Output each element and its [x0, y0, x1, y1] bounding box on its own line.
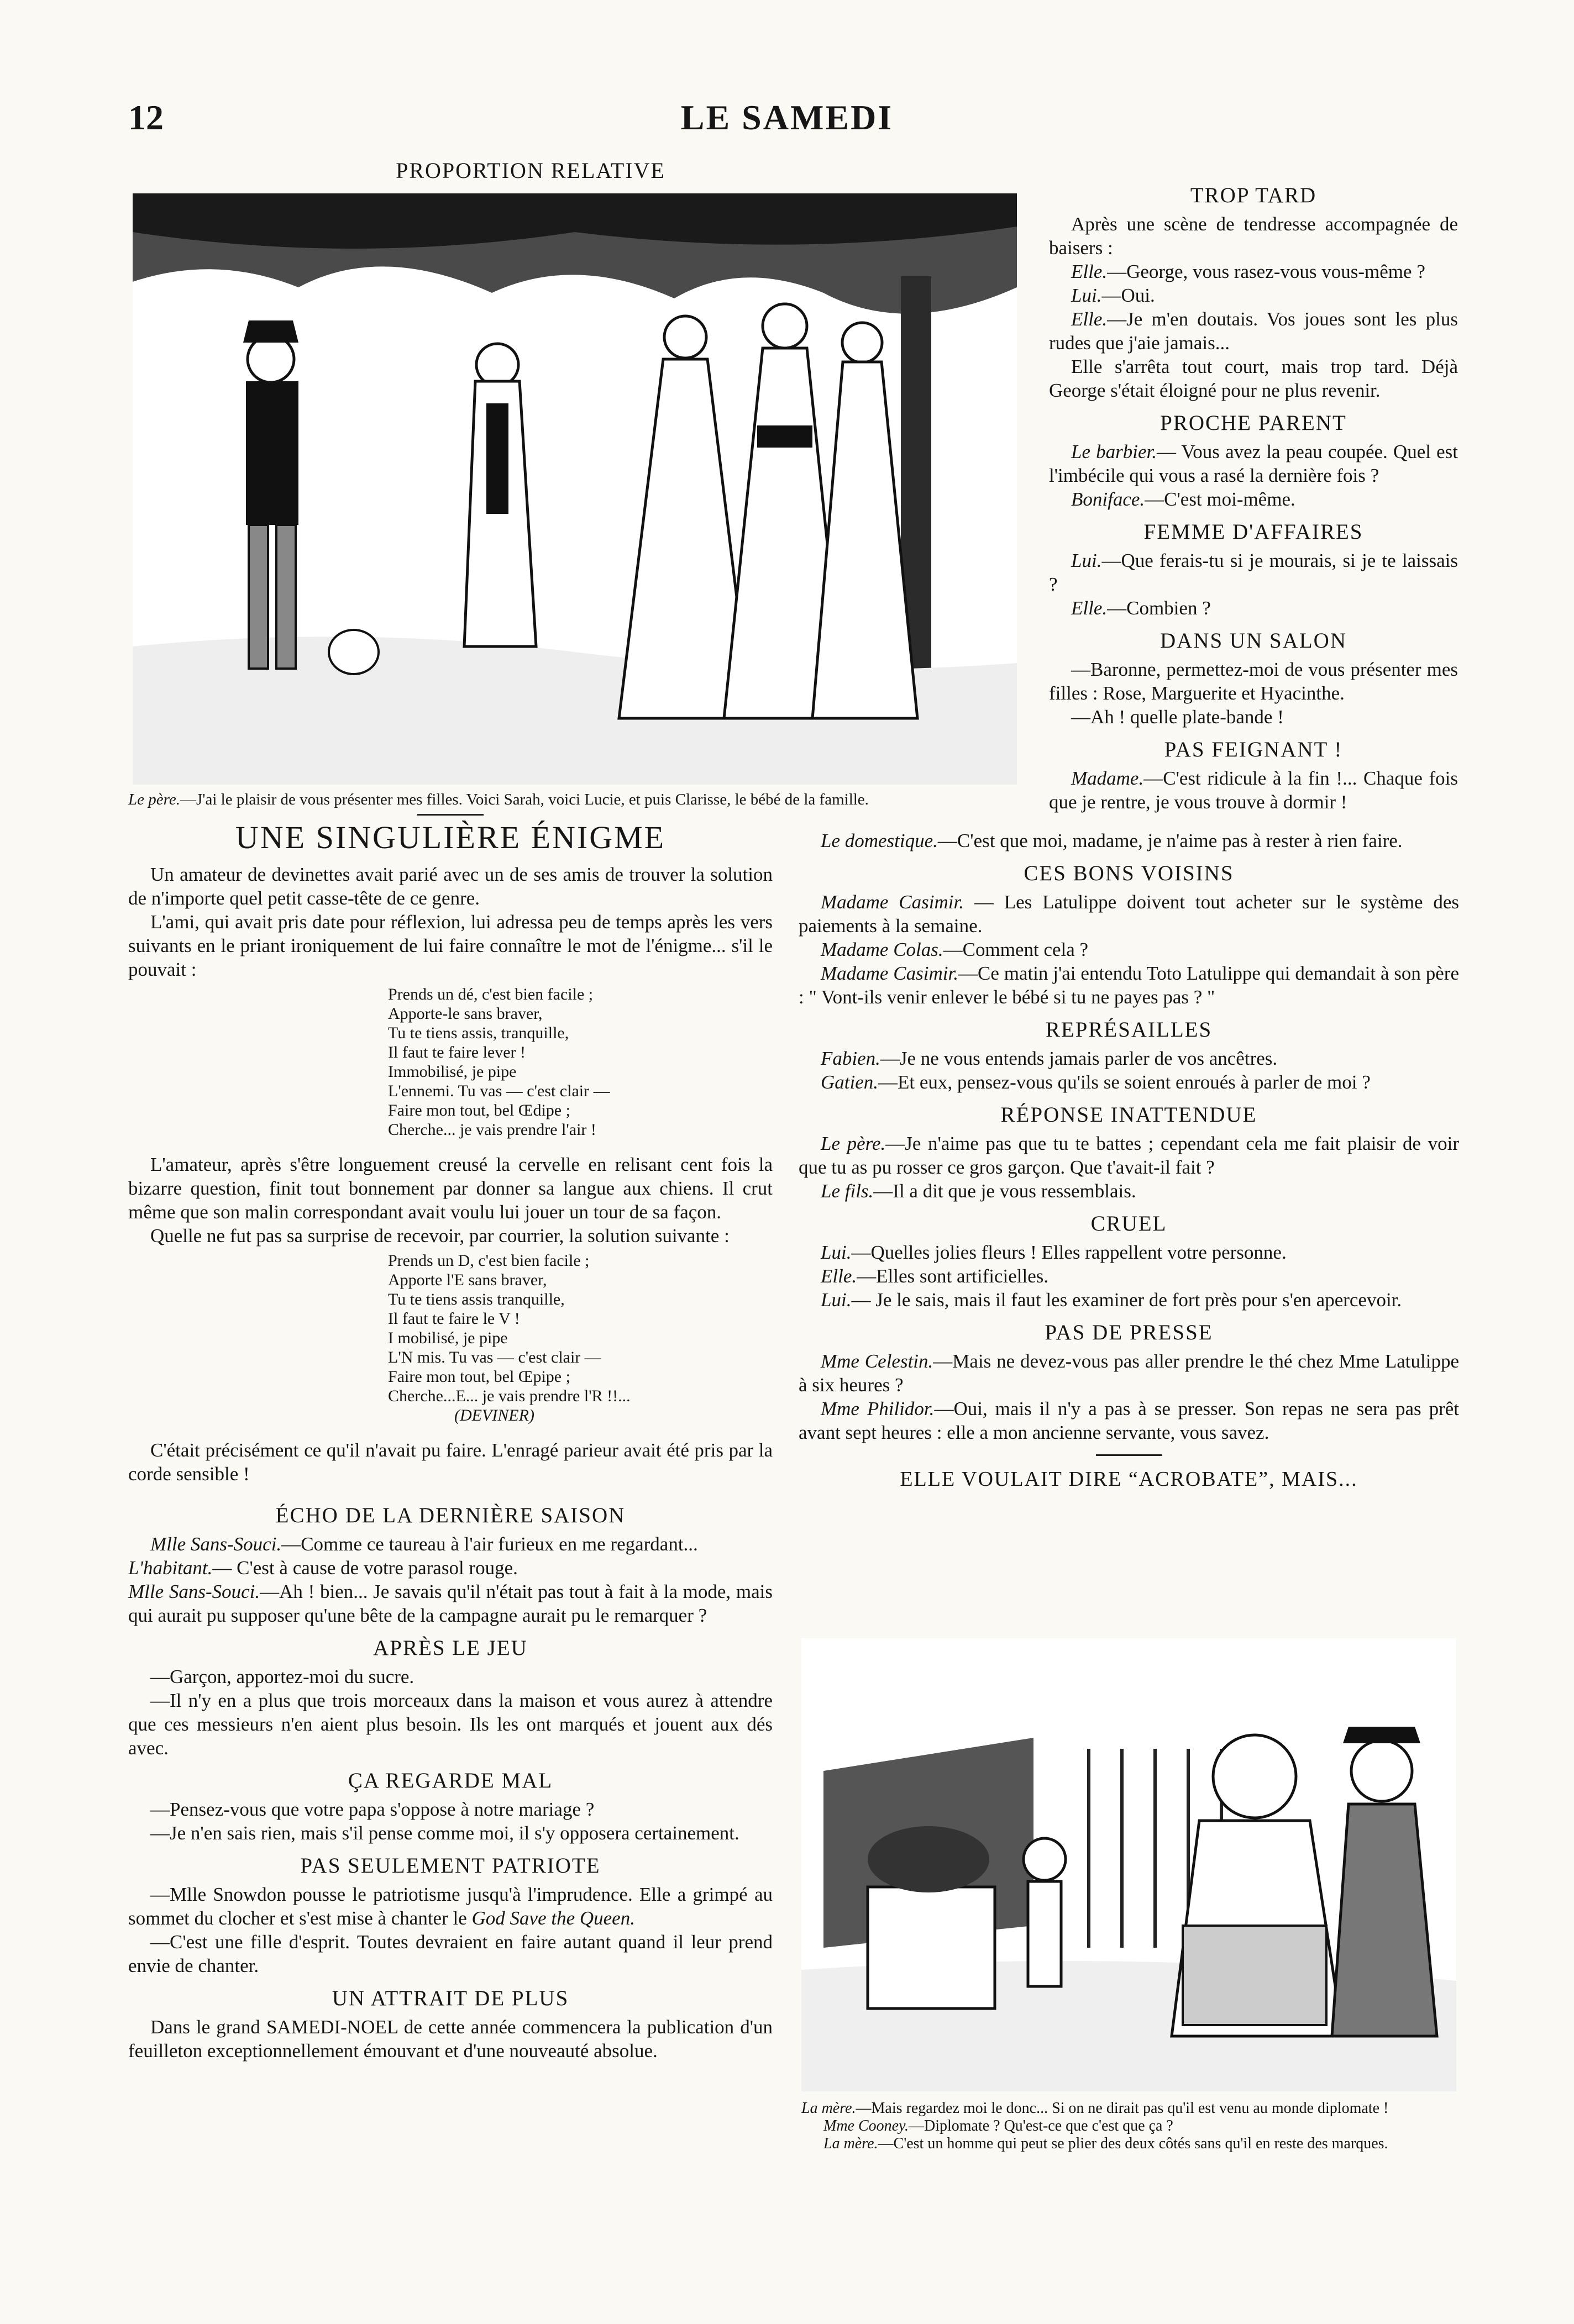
trop-tard-line: Elle.—Je m'en doutais. Vos joues sont les plus rudes que j'aie jamais... [1049, 308, 1458, 354]
trop-tard-line: Elle.—George, vous rasez-vous vous-même ? [1071, 261, 1425, 282]
trop-tard-intro: Après une scène de tendresse accompagnée de baisers : [1049, 213, 1458, 259]
section-title-pas-presse: PAS DE PRESSE [1045, 1321, 1213, 1344]
section-title-enigme: UNE SINGULIÈRE ÉNIGME [235, 819, 666, 855]
femme-affaires-line: Elle.—Combien ? [1071, 597, 1211, 619]
salon-line: —Ah ! quelle plate-bande ! [1071, 706, 1284, 728]
section-title-echo: ÉCHO DE LA DERNIÈRE SAISON [275, 1503, 626, 1527]
section-title-represailles: REPRÉSAILLES [1045, 1018, 1213, 1042]
poem-signature: (DEVINER) [454, 1406, 534, 1424]
caption-text: —J'ai le plaisir de vous présenter mes filles. Voici Sarah, voici Lucie, et puis Clarisse, le bébé de la famille. [180, 791, 869, 808]
section-title-pas-feignant: PAS FEIGNANT ! [1164, 738, 1343, 761]
bons-voisins-line: Madame Casimir. — Les Latulippe doivent tout acheter sur le système des paiements à la semaine. [799, 891, 1459, 937]
section-title-proche-parent: PROCHE PARENT [1160, 411, 1347, 435]
section-title-reponse: RÉPONSE INATTENDUE [1000, 1103, 1257, 1127]
section-title-apres-jeu: APRÈS LE JEU [373, 1636, 528, 1660]
echo-line: Mlle Sans-Souci.—Comme ce taureau à l'air furieux en me regardant... [150, 1533, 698, 1555]
femme-affaires-line: Lui.—Que ferais-tu si je mourais, si je te laissais ? [1049, 550, 1458, 595]
enigme-intro: L'ami, qui avait pris date pour réflexion, lui adressa peu de temps après les vers suivants en le priant ironiquement de lui faire connaître le mot de l'énigme... s'il le pouvait : [128, 911, 773, 980]
section-title-femme-affaires: FEMME D'AFFAIRES [1143, 520, 1363, 544]
illustration-caption-acrobate [801, 2100, 1459, 2153]
divider [1096, 1454, 1162, 1456]
reponse-line: Le fils.—Il a dit que je vous ressemblais. [821, 1180, 1136, 1202]
represailles-line: Gatien.—Et eux, pensez-vous qu'ils se soient enroués à parler de moi ? [821, 1071, 1371, 1093]
section-title-attrait: UN ATTRAIT DE PLUS [332, 1986, 569, 2010]
right-column-top [1049, 182, 1458, 814]
illustration-acrobate [801, 1638, 1456, 2091]
patriote-line: —Mlle Snowdon pousse le patriotisme jusqu'à l'imprudence. Elle a grimpé au sommet du clocher et s'est mise à chanter le God Save the Queen. [128, 1884, 773, 1929]
section-title-acrobate: ELLE VOULAIT DIRE “ACROBATE”, MAIS... [900, 1468, 1358, 1491]
newspaper-title: LE SAMEDI [680, 98, 894, 137]
divider [417, 814, 484, 816]
illustration-father-daughters [133, 193, 1017, 785]
illustration-acrobate-drawing [801, 1638, 1456, 2091]
apres-jeu-line: —Il n'y en a plus que trois morceaux dans la maison et vous aurez à attendre que ces messieurs n'en aient plus besoin. Ils les ont marqués et jouent aux dés avec. [128, 1690, 773, 1759]
salon-line: —Baronne, permettez-moi de vous présenter mes filles : Rose, Marguerite et Hyacinthe. [1049, 659, 1458, 704]
represailles-line: Fabien.—Je ne vous entends jamais parler de vos ancêtres. [821, 1048, 1278, 1069]
pas-presse-line: Mme Philidor.—Oui, mais il n'y a pas à se presser. Son repas ne sera pas prêt avant sept heures : elle a mon ancienne servante, vous savez. [799, 1398, 1460, 1443]
attrait-text: Dans le grand SAMEDI-NOEL de cette année commencera la publication d'un feuilleton exceptionnellement émouvant et d'une nouveauté absolue. [128, 2016, 773, 2062]
echo-line: L'habitant.— C'est à cause de votre parasol rouge. [128, 1557, 518, 1579]
caption-speaker: Le père. [128, 791, 180, 808]
cruel-line: Elle.—Elles sont artificielles. [821, 1265, 1049, 1287]
cruel-line: Lui.— Je le sais, mais il faut les examiner de fort près pour s'en apercevoir. [821, 1289, 1402, 1311]
section-title-salon: DANS UN SALON [1159, 629, 1347, 653]
pas-presse-line: Mme Celestin.—Mais ne devez-vous pas aller prendre le thé chez Mme Latulippe à six heures ? [799, 1350, 1459, 1396]
section-title-bons-voisins: CES BONS VOISINS [1024, 861, 1234, 885]
pas-feignant-line: Le domestique.—C'est que moi, madame, je n'aime pas à rester à rien faire. [821, 830, 1403, 851]
proche-parent-line: Boniface.—C'est moi-même. [1071, 488, 1295, 510]
echo-line: Mlle Sans-Souci.—Ah ! bien... Je savais qu'il n'était pas tout à fait à la mode, mais qui aurait pu supposer qu'une bête de la campagne aurait pu le remarquer ? [128, 1581, 773, 1626]
poem-riddle: Prends un dé, c'est bien facile ; Apporte-le sans braver, Tu te tiens assis, tranquille, Il faut te faire lever ! Immobilisé, je pipe L'ennemi. Tu vas — c'est clair — Faire mon tout, bel Œdipe ; Cherche... je vais prendre l'air ! [388, 985, 610, 1139]
patriote-line: —C'est une fille d'esprit. Toutes devraient en faire autant quand il leur prend envie de chanter. [128, 1931, 773, 1976]
caption-line: La mère.—Mais regardez moi le donc... Si on ne dirait pas qu'il est venu au monde diplomate ! [801, 2100, 1389, 2117]
illustration-title-proportion: PROPORTION RELATIVE [396, 158, 665, 183]
bons-voisins-line: Madame Casimir.—Ce matin j'ai entendu Toto Latulippe qui demandait à son père : " Vont-ils venir enlever le bébé si tu ne payes pas ? " [799, 963, 1459, 1008]
trop-tard-ending: Elle s'arrêta tout court, mais trop tard. Déjà George s'était éloigné pour ne plus revenir. [1049, 356, 1458, 401]
ca-regarde-line: —Pensez-vous que votre papa s'oppose à notre mariage ? [150, 1799, 595, 1820]
right-column-main [799, 829, 1459, 1496]
apres-jeu-line: —Garçon, apportez-moi du sucre. [150, 1666, 415, 1687]
section-title-ca-regarde: ÇA REGARDE MAL [348, 1769, 553, 1792]
poem-solution: Prends un D, c'est bien facile ; Apporte l'E sans braver, Tu te tiens assis tranquille, Il faut te faire le V ! I mobilisé, je pipe L'N mis. Tu vas — c'est clair — Faire mon tout, bel Œpipe ; Cherche...E... je vais prendre l'R !!... (DEVINER) [388, 1251, 773, 1425]
section-title-trop-tard: TROP TARD [1190, 183, 1317, 207]
caption-line: La mère.—C'est un homme qui peut se plier des deux côtés sans qu'il en reste des marques. [823, 2135, 1388, 2152]
caption-line: Mme Cooney.—Diplomate ? Qu'est-ce que c'est que ça ? [823, 2117, 1173, 2134]
trop-tard-line: Lui.—Oui. [1071, 285, 1155, 306]
proche-parent-line: Le barbier.— Vous avez la peau coupée. Quel est l'imbécile qui vous a rasé la dernière fois ? [1049, 441, 1458, 486]
pas-feignant-line: Madame.—C'est ridicule à la fin !... Chaque fois que je rentre, je vous trouve à dormir ! [1049, 767, 1458, 813]
enigme-middle: Quelle ne fut pas sa surprise de recevoir, par courrier, la solution suivante : [150, 1225, 730, 1247]
page-number: 12 [128, 98, 164, 137]
illustration-drawing [133, 193, 1017, 785]
section-title-patriote: PAS SEULEMENT PATRIOTE [300, 1854, 601, 1878]
enigme-ending: C'était précisément ce qu'il n'avait pu faire. L'enragé parieur avait été pris par la corde sensible ! [128, 1439, 773, 1485]
bons-voisins-line: Madame Colas.—Comment cela ? [821, 939, 1089, 960]
cruel-line: Lui.—Quelles jolies fleurs ! Elles rappellent votre personne. [821, 1242, 1287, 1263]
enigme-middle: L'amateur, après s'être longuement creusé la cervelle en relisant cent fois la bizarre question, finit tout bonnement par donner sa langue aux chiens. Il crut même que son malin correspondant avait voulu lui jouer un tour de sa façon. [128, 1154, 773, 1223]
ca-regarde-line: —Je n'en sais rien, mais s'il pense comme moi, il s'y opposera certainement. [150, 1822, 739, 1844]
reponse-line: Le père.—Je n'aime pas que tu te battes ; cependant cela me fait plaisir de voir que tu as pu rosser ce gros garçon. Que t'avait-il fait ? [799, 1133, 1459, 1178]
section-title-cruel: CRUEL [1090, 1212, 1167, 1235]
enigme-intro: Un amateur de devinettes avait parié avec un de ses amis de trouver la solution de n'importe quel petit casse-tête de ce genre. [128, 864, 773, 909]
left-column [128, 804, 773, 2063]
